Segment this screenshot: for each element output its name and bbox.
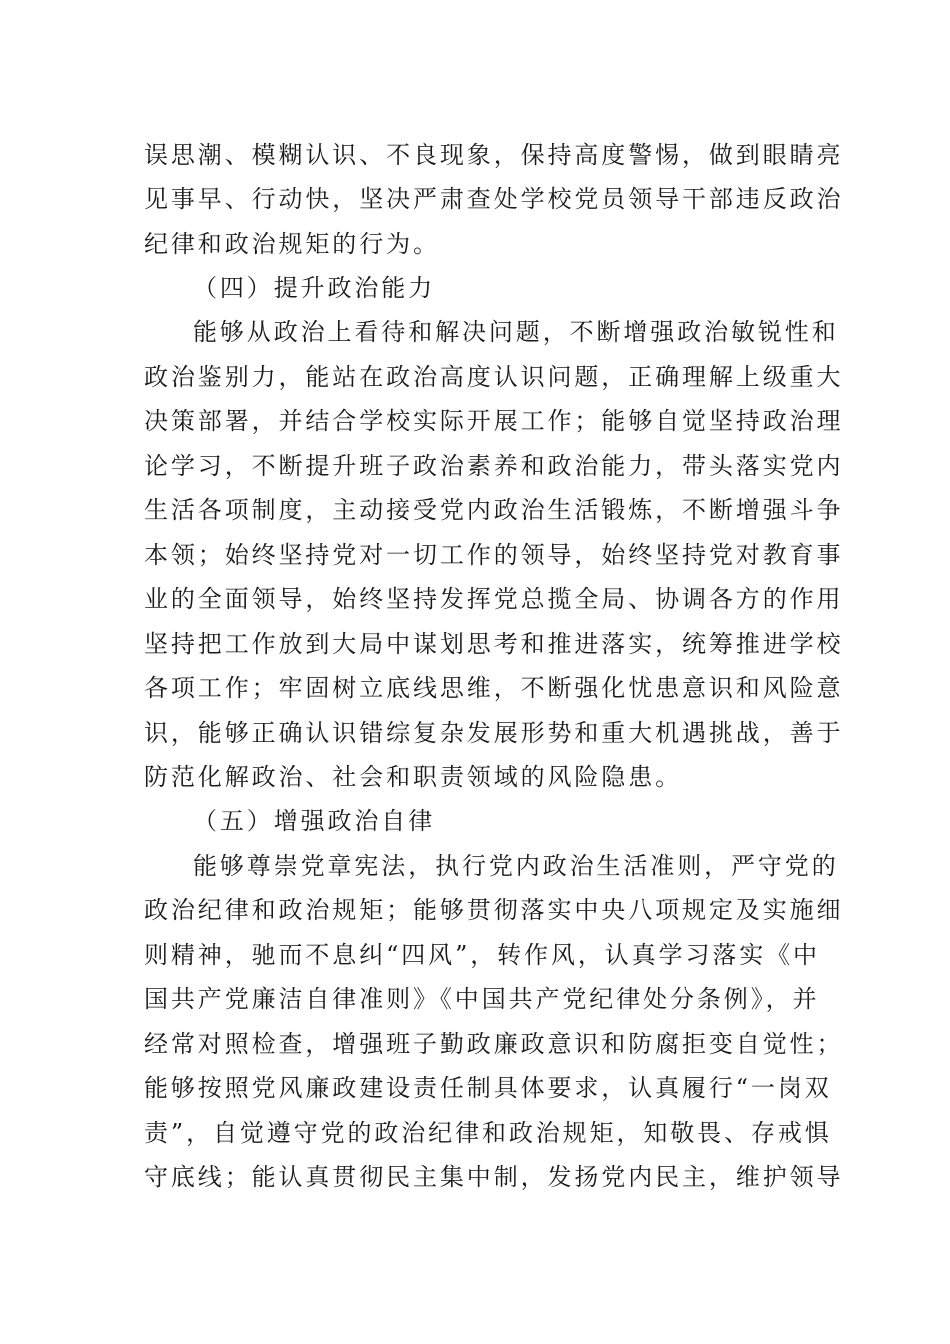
text-line: 本领；始终坚持党对一切工作的领导，始终坚持党对教育事 [144, 541, 844, 569]
text-line: 守底线；能认真贯彻民主集中制，发扬党内民主，维护领导 [144, 1163, 844, 1191]
text-line: 政治纪律和政治规矩；能够贯彻落实中央八项规定及实施细 [144, 896, 844, 924]
text-line: 能够尊崇党章宪法，执行党内政治生活准则，严守党的 [193, 852, 839, 880]
text-line: 识，能够正确认识错综复杂发展形势和重大机遇挑战，善于 [144, 719, 844, 747]
text-line: 各项工作；牢固树立底线思维，不断强化忧患意识和风险意 [144, 674, 844, 702]
text-line: 决策部署，并结合学校实际开展工作；能够自觉坚持政治理 [144, 407, 844, 435]
section-heading-4: （四）提升政治能力 [193, 274, 436, 302]
text-line: 生活各项制度，主动接受党内政治生活锻炼，不断增强斗争 [144, 496, 844, 524]
text-line: 论学习，不断提升班子政治素养和政治能力，带头落实党内 [144, 452, 844, 480]
text-line: 责”，自觉遵守党的政治纪律和政治规矩，知敬畏、存戒惧 [144, 1119, 832, 1147]
text-line: 政治鉴别力，能站在政治高度认识问题，正确理解上级重大 [144, 363, 844, 391]
section-heading-5: （五）增强政治自律 [193, 807, 436, 835]
text-line: 防范化解政治、社会和职责领域的风险隐患。 [144, 763, 682, 791]
text-line: 纪律和政治规矩的行为。 [144, 230, 440, 258]
text-line: 能够从政治上看待和解决问题，不断增强政治敏锐性和 [193, 318, 839, 346]
text-line: 能够按照党风廉政建设责任制具体要求，认真履行“一岗双 [144, 1074, 832, 1102]
text-line: 国共产党廉洁自律准则》《中国共产党纪律处分条例》，并 [144, 985, 820, 1013]
text-line: 则精神，驰而不息纠“四风”，转作风，认真学习落实《中 [144, 941, 820, 969]
text-line: 误思潮、模糊认识、不良现象，保持高度警惕，做到眼睛亮 [144, 141, 844, 169]
text-line: 经常对照检查，增强班子勤政廉政意识和防腐拒变自觉性； [144, 1030, 844, 1058]
text-line: 坚持把工作放到大局中谋划思考和推进落实，统筹推进学校 [144, 630, 844, 658]
text-line: 业的全面领导，始终坚持发挥党总揽全局、协调各方的作用 [144, 585, 844, 613]
text-line: 见事早、行动快，坚决严肃查处学校党员领导干部违反政治 [144, 185, 844, 213]
